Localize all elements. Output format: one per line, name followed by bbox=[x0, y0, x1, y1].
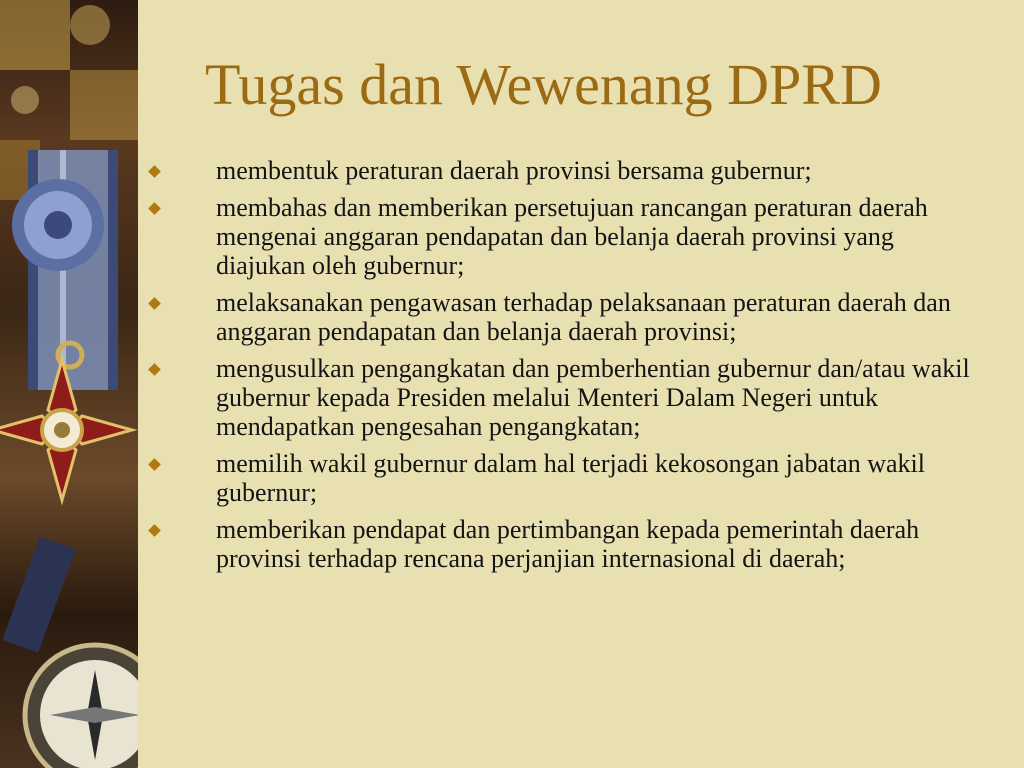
bullet-item bbox=[150, 193, 980, 280]
diamond-bullet-icon bbox=[148, 165, 161, 178]
bullet-list bbox=[150, 156, 980, 581]
bullet-item bbox=[150, 288, 980, 346]
diamond-bullet-icon bbox=[148, 363, 161, 376]
bullet-text: memberikan pendapat dan pertimbangan kepada pemerintah daerah provinsi terhadap rencana perjanjian internasional di daerah; bbox=[216, 515, 920, 573]
bullet-item bbox=[150, 354, 980, 441]
bullet-text: mengusulkan pengangkatan dan pemberhentian gubernur dan/atau wakil gubernur kepada Presiden melalui Menteri Dalam Negeri untuk mendapatkan pengesahan pengangkatan; bbox=[216, 354, 970, 441]
bullet-text: membentuk peraturan daerah provinsi bersama gubernur; bbox=[216, 156, 812, 185]
bullet-item bbox=[150, 156, 980, 185]
slide-title: Tugas dan Wewenang DPRD bbox=[205, 52, 882, 117]
bullet-item bbox=[150, 449, 980, 507]
diamond-bullet-icon bbox=[148, 297, 161, 310]
decorative-side-artwork bbox=[0, 0, 138, 768]
bullet-item bbox=[150, 515, 980, 573]
bullet-text: membahas dan memberikan persetujuan rancangan peraturan daerah mengenai anggaran pendapatan dan belanja daerah provinsi yang diajukan oleh gubernur; bbox=[216, 193, 928, 280]
diamond-bullet-icon bbox=[148, 524, 161, 537]
diamond-bullet-icon bbox=[148, 202, 161, 215]
bullet-text: memilih wakil gubernur dalam hal terjadi kekosongan jabatan wakil gubernur; bbox=[216, 449, 926, 507]
medal-and-compass-image bbox=[0, 0, 138, 768]
bullet-text: melaksanakan pengawasan terhadap pelaksanaan peraturan daerah dan anggaran pendapatan dan belanja daerah provinsi; bbox=[216, 288, 951, 346]
diamond-bullet-icon bbox=[148, 458, 161, 471]
